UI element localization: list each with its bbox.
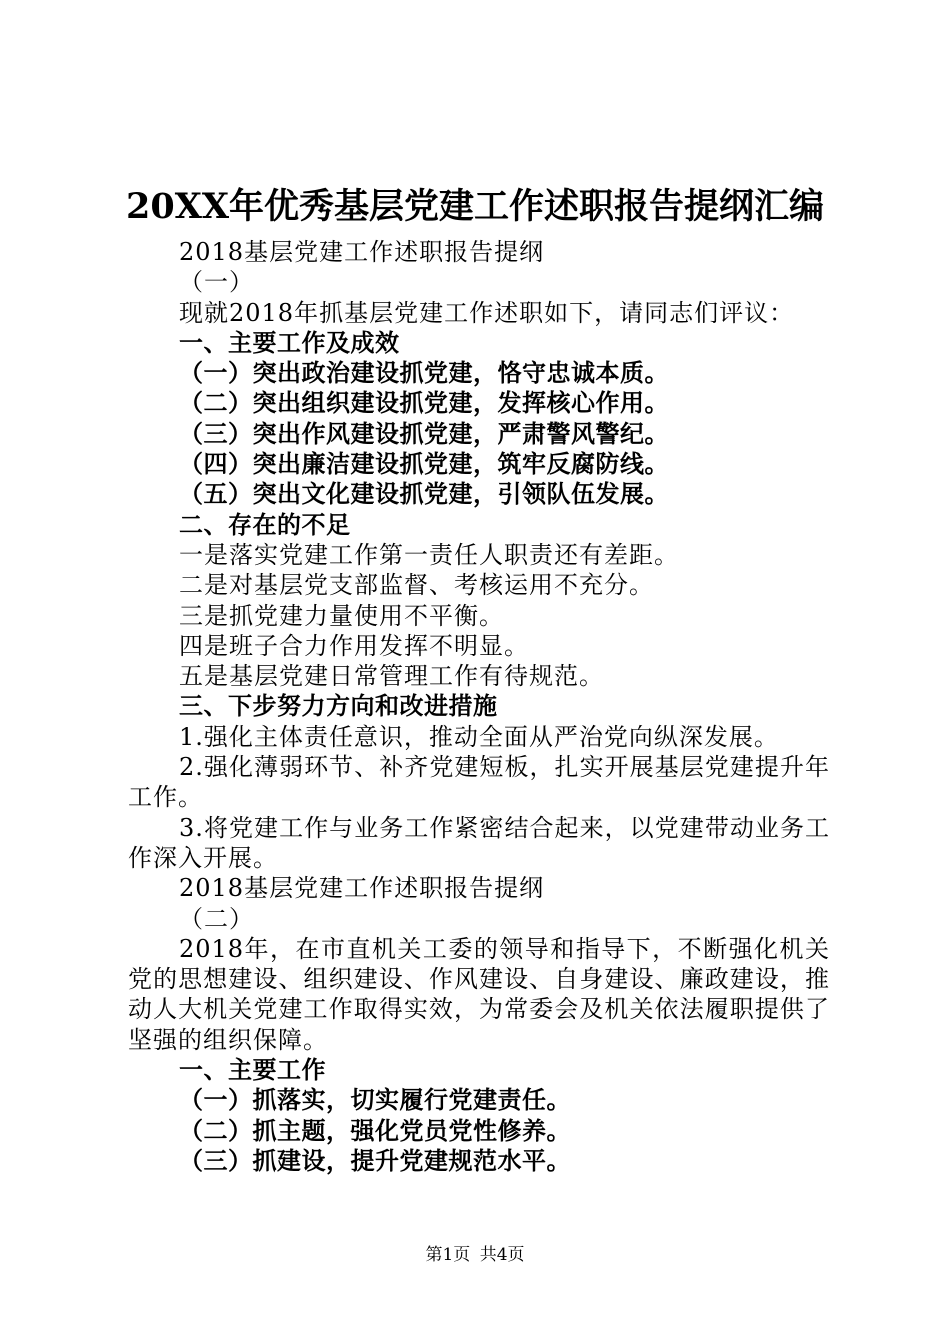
section-heading: 2018基层党建工作述职报告提纲: [179, 238, 545, 266]
list-item: （一）突出政治建设抓党建，恪守忠诚本质。: [179, 358, 669, 388]
list-item: （三）抓建设，提升党建规范水平。: [179, 1145, 571, 1175]
heading-main-work: 一、主要工作及成效: [179, 327, 400, 357]
document-title: 20XX年优秀基层党建工作述职报告提纲汇编: [125, 186, 825, 227]
section-subtitle: （二）: [179, 904, 254, 933]
list-item: （二）抓主题，强化党员党性修养。: [179, 1115, 571, 1145]
page-footer: [0, 1243, 950, 1267]
numbered-paragraph: 1.强化主体责任意识，推动全面从严治党向纵深发展。: [179, 722, 779, 751]
section-subtitle: （一）: [179, 268, 254, 297]
numbered-paragraph: 2.强化薄弱环节、补齐党建短板，扎实开展基层党建提升年工作。: [128, 753, 830, 812]
heading-next-steps: 三、下步努力方向和改进措施: [179, 691, 498, 721]
list-item: （三）突出作风建设抓党建，严肃警风警纪。: [179, 418, 669, 448]
page-total: 共4页: [479, 1245, 525, 1265]
intro-paragraph: 现就2018年抓基层党建工作述职如下，请同志们评议：: [179, 298, 795, 327]
list-item: （五）突出文化建设抓党建，引领队伍发展。: [179, 479, 669, 509]
list-item: 二是对基层党支部监督、考核运用不充分。: [179, 571, 654, 600]
numbered-paragraph: 3.将党建工作与业务工作紧密结合起来，以党建带动业务工作深入开展。: [128, 813, 830, 872]
list-item: 四是班子合力作用发挥不明显。: [179, 631, 529, 660]
heading-shortcomings: 二、存在的不足: [179, 509, 351, 539]
page-number: 第1页: [425, 1245, 471, 1265]
heading-main-work: 一、主要工作: [179, 1055, 326, 1085]
section-heading: 2018基层党建工作述职报告提纲: [179, 874, 545, 903]
list-item: （四）突出廉洁建设抓党建，筑牢反腐防线。: [179, 449, 669, 479]
list-item: （二）突出组织建设抓党建，发挥核心作用。: [179, 388, 669, 418]
list-item: （一）抓落实，切实履行党建责任。: [179, 1085, 571, 1115]
list-item: 五是基层党建日常管理工作有待规范。: [179, 662, 604, 691]
intro-paragraph: 2018年，在市直机关工委的领导和指导下，不断强化机关党的思想建设、组织建设、作风建设、自身建设、廉政建设，推动人大机关党建工作取得实效，为常委会及机关依法履职提供了坚强的组织保障。: [128, 934, 830, 1054]
list-item: 三是抓党建力量使用不平衡。: [179, 601, 504, 630]
document-body: [128, 237, 830, 1176]
list-item: 一是落实党建工作第一责任人职责还有差距。: [179, 540, 679, 569]
